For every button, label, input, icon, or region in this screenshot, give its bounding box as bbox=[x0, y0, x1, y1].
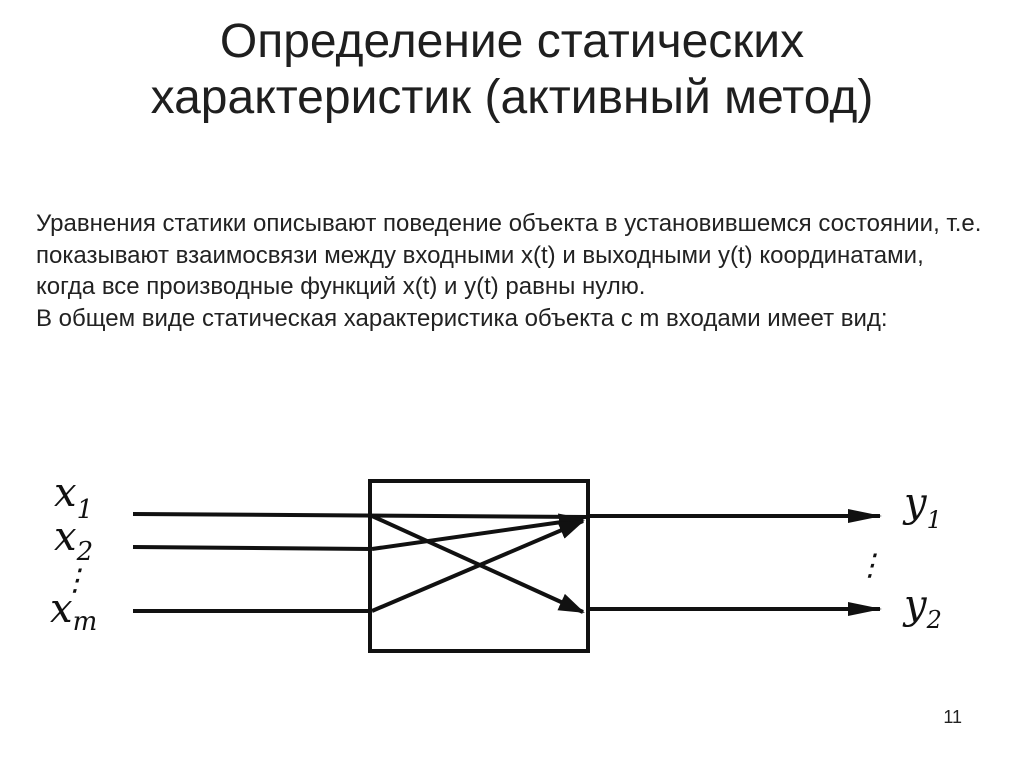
title-line-2: характеристик (активный метод) bbox=[150, 71, 874, 125]
title-line-1: Определение статических bbox=[219, 15, 805, 68]
output-label-y2: $y_2$ bbox=[904, 582, 942, 634]
output-label-y1: $y_1$ bbox=[904, 480, 942, 534]
object-block-diagram bbox=[0, 440, 1024, 700]
output-ellipsis: ⋮ bbox=[855, 548, 885, 583]
slide-title bbox=[0, 14, 1024, 126]
input-label-xm: $x_m$ bbox=[50, 586, 98, 637]
body-text bbox=[36, 208, 986, 335]
input-line-x2 bbox=[133, 547, 372, 549]
input-label-x2: $x_2$ bbox=[54, 514, 94, 567]
input-label-x1: $x_1$ bbox=[54, 470, 94, 525]
input-ellipsis: ⋮ bbox=[60, 563, 90, 598]
paragraph-statics-definition: Уравнения статики описывают поведение объекта в установившемся состоянии, т.е. показывают взаимосвязи между входными x(t) и выходными y(t) координатами, когда все производные функций x(t) и y(t) равны нулю. bbox=[36, 210, 982, 301]
input-line-x1 bbox=[133, 514, 588, 517]
page-number: 11 bbox=[943, 707, 962, 727]
paragraph-general-form: В общем виде статическая характеристика объекта с m входами имеет вид: bbox=[36, 305, 888, 333]
